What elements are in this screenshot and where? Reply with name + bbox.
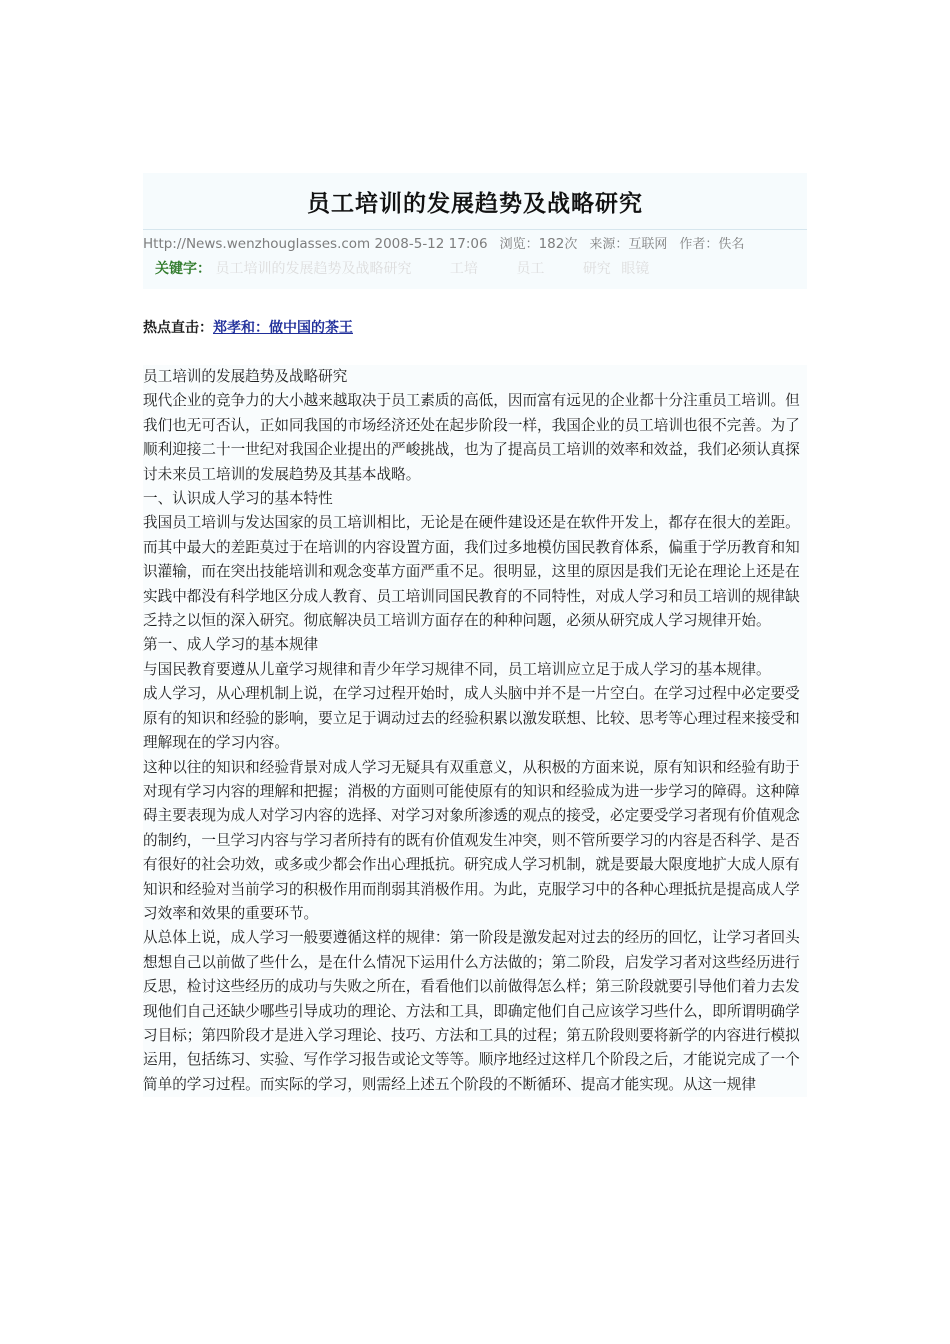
body-paragraph: 成人学习，从心理机制上说，在学习过程开始时，成人头脑中并不是一片空白。在学习过程中必定要受原有的知识和经验的影响，要立足于调动过去的经验积累以激发联想、比较、思考等心理过程来接受和理解现在的学习内容。 [143,685,800,752]
body-paragraph: 我国员工培训与发达国家的员工培训相比，无论是在硬件建设还是在软件开发上，都存在很大的差距。而其中最大的差距莫过于在培训的内容设置方面，我们过多地模仿国民教育体系，偏重于学历教育和知识灌输，而在突出技能培训和观念变革方面严重不足。很明显，这里的原因是我们无论在理论上还是在实践中都没有科学地区分成人教育、员工培训同国民教育的不同特性，对成人学习和员工培训的规律缺乏持之以恒的深入研究。彻底解决员工培训方面存在的种种问题，必须从研究成人学习规律开始。 [143,514,800,630]
source-value: 互联网 [628,237,668,252]
hotspot-label: 热点直击： [143,320,213,336]
views-unit: 次 [564,237,578,252]
author-label: 作者： [679,237,719,252]
keyword-link[interactable]: 员工 [516,261,545,277]
section-heading: 一、认识成人学习的基本特性 [143,490,333,508]
body-paragraph: 现代企业的竞争力的大小越来越取决于员工素质的高低，因而富有远见的企业都十分注重员工培训。但我们也无可否认，正如同我国的市场经济还处在起步阶段一样，我国企业的员工培训也很不完善。为了顺利迎接二十一世纪对我国企业提出的严峻挑战，也为了提高员工培训的效率和效益，我们必须认真探讨未来员工培训的发展趋势及其基本战略。 [143,392,800,483]
article-title: 员工培训的发展趋势及战略研究 [307,190,643,217]
author-value: 佚名 [718,237,745,252]
article-info [143,230,807,289]
keyword-link[interactable]: 工培 [449,261,478,277]
source-url-date: Http://News.wenzhouglasses.com 2008-5-12 17:06 [143,236,488,252]
hotspot-link[interactable]: 郑孝和：做中国的茶王 [213,320,353,336]
section-heading: 第一、成人学习的基本规律 [143,636,319,654]
hotspot-row [143,317,807,339]
body-paragraph: 与国民教育要遵从儿童学习规律和青少年学习规律不同，员工培训应立足于成人学习的基本规律。 [143,660,771,678]
views-count: 182 [538,236,565,252]
title-bar [143,173,807,230]
body-paragraph: 员工培训的发展趋势及战略研究 [143,368,348,385]
body-paragraph: 从总体上说，成人学习一般要遵循这样的规律：第一阶段是激发起对过去的经历的回忆，让学习者回头想想自己以前做了些什么，是在什么情况下运用什么方法做的；第二阶段，启发学习者对这些经历进行反思，检讨这些经历的成功与失败之所在，看看他们以前做得怎么样；第三阶段就要引导他们着力去发现他们自己还缺少哪些引导成功的理论、方法和工具，即确定他们自己应该学习些什么，即所谓明确学习目标；第四阶段才是进入学习理论、技巧、方法和工具的过程；第五阶段则要将新学的内容进行模拟运用，包括练习、实验、写作学习报告或论文等等。顺序地经过这样几个阶段之后，才能说完成了一个简单的学习过程。而实际的学习，则需经上述五个阶段的不断循环、提高才能实现。从这一规律 [143,929,800,1093]
article-body [143,365,807,1097]
article-meta [143,234,807,255]
keywords-label: 关键字： [155,261,211,277]
views-label: 浏览： [499,237,539,252]
keyword-link[interactable]: 员工培训的发展趋势及战略研究 [215,261,412,277]
article [143,173,807,1097]
source-label: 来源： [589,237,629,252]
keyword-link[interactable]: 研究 [582,261,611,277]
keyword-link[interactable]: 眼镜 [621,261,650,277]
body-paragraph: 这种以往的知识和经验背景对成人学习无疑具有双重意义，从积极的方面来说，原有知识和经验有助于对现有学习内容的理解和把握；消极的方面则可能使原有的知识和经验成为进一步学习的障碍。这种障碍主要表现为成人对学习内容的选择、对学习对象所渗透的观点的接受，必定要受学习者现有价值观念的制约，一旦学习内容与学习者所持有的既有价值观发生冲突，则不管所要学习的内容是否科学、是否有很好的社会功效，或多或少都会作出心理抵抗。研究成人学习机制，就是要最大限度地扩大成人原有知识和经验对当前学习的积极作用而削弱其消极作用。为此，克服学习中的各种心理抵抗是提高成人学习效率和效果的重要环节。 [143,758,800,922]
keywords-row [143,259,807,279]
